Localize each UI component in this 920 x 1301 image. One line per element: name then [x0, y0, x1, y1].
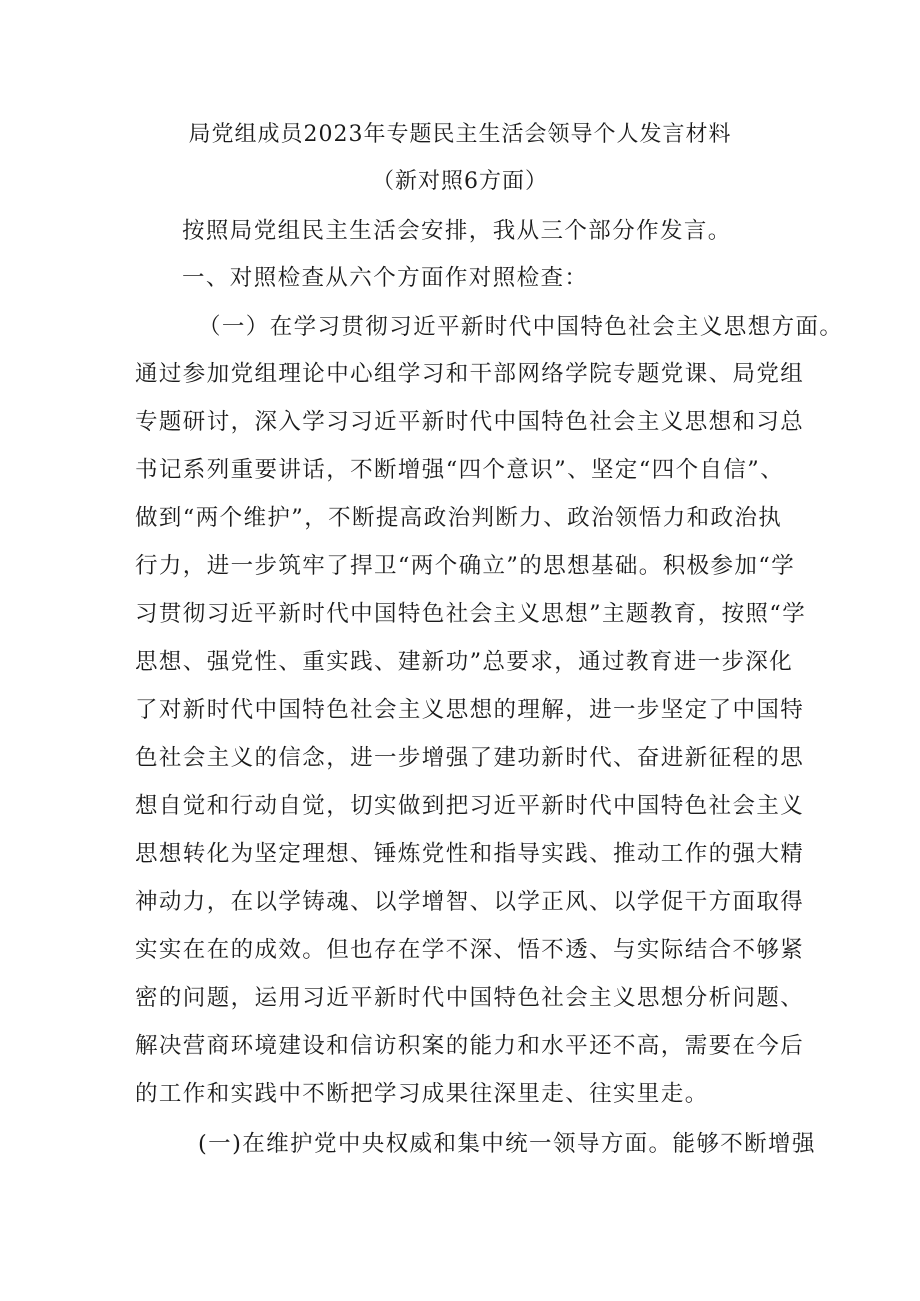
section-heading: 一、对照检查从六个方面作对照检查： [182, 265, 589, 291]
para1-line: 实实在在的成效。但也存在学不深、悟不透、与实际结合不够紧 [135, 937, 805, 963]
para1-line: 做到“两个维护”，不断提高政治判断力、政治领悟力和政治执 [135, 505, 783, 531]
para1-line: 思想转化为坚定理想、锤炼党性和指导实践、推动工作的强大精 [135, 841, 805, 867]
para1-line: 习贯彻习近平新时代中国特色社会主义思想”主题教育，按照“学 [135, 601, 807, 627]
para1-line: 通过参加党组理论中心组学习和干部网络学院专题党课、局党组 [135, 361, 805, 387]
para1-line: 书记系列重要讲话，不断增强“四个意识”、坚定“四个自信”、 [135, 457, 785, 483]
document-subtitle: （新对照6方面） [372, 169, 548, 194]
para1-line: 了对新时代中国特色社会主义思想的理解，进一步坚定了中国特 [135, 697, 805, 723]
para1-line: 想自觉和行动自觉，切实做到把习近平新时代中国特色社会主义 [135, 793, 805, 819]
para1-line: 色社会主义的信念，进一步增强了建功新时代、奋进新征程的思 [135, 745, 805, 771]
document-title: 局党组成员2023年专题民主生活会领导个人发言材料 [188, 122, 732, 147]
para1-line: 密的问题，运用习近平新时代中国特色社会主义思想分析问题、 [135, 985, 805, 1011]
para1-line: 神动力，在以学铸魂、以学增智、以学正风、以学促干方面取得 [135, 889, 805, 915]
para1-line: （一）在学习贯彻习近平新时代中国特色社会主义思想方面。 [198, 314, 844, 340]
para1-line: 专题研讨，深入学习习近平新时代中国特色社会主义思想和习总 [135, 409, 805, 435]
para1-line: 解决营商环境建设和信访积案的能力和水平还不高，需要在今后 [135, 1033, 805, 1059]
para2-line: (一)在维护党中央权威和集中统一领导方面。能够不断增强 [198, 1131, 816, 1157]
para1-line: 思想、强党性、重实践、建新功”总要求，通过教育进一步深化 [135, 649, 794, 675]
para1-line: 的工作和实践中不断把学习成果往深里走、往实里走。 [135, 1081, 709, 1107]
para1-line: 行力，进一步筑牢了捍卫“两个确立”的思想基础。积极参加“学 [135, 553, 796, 579]
intro-paragraph: 按照局党组民主生活会安排，我从三个部分作发言。 [182, 218, 732, 244]
